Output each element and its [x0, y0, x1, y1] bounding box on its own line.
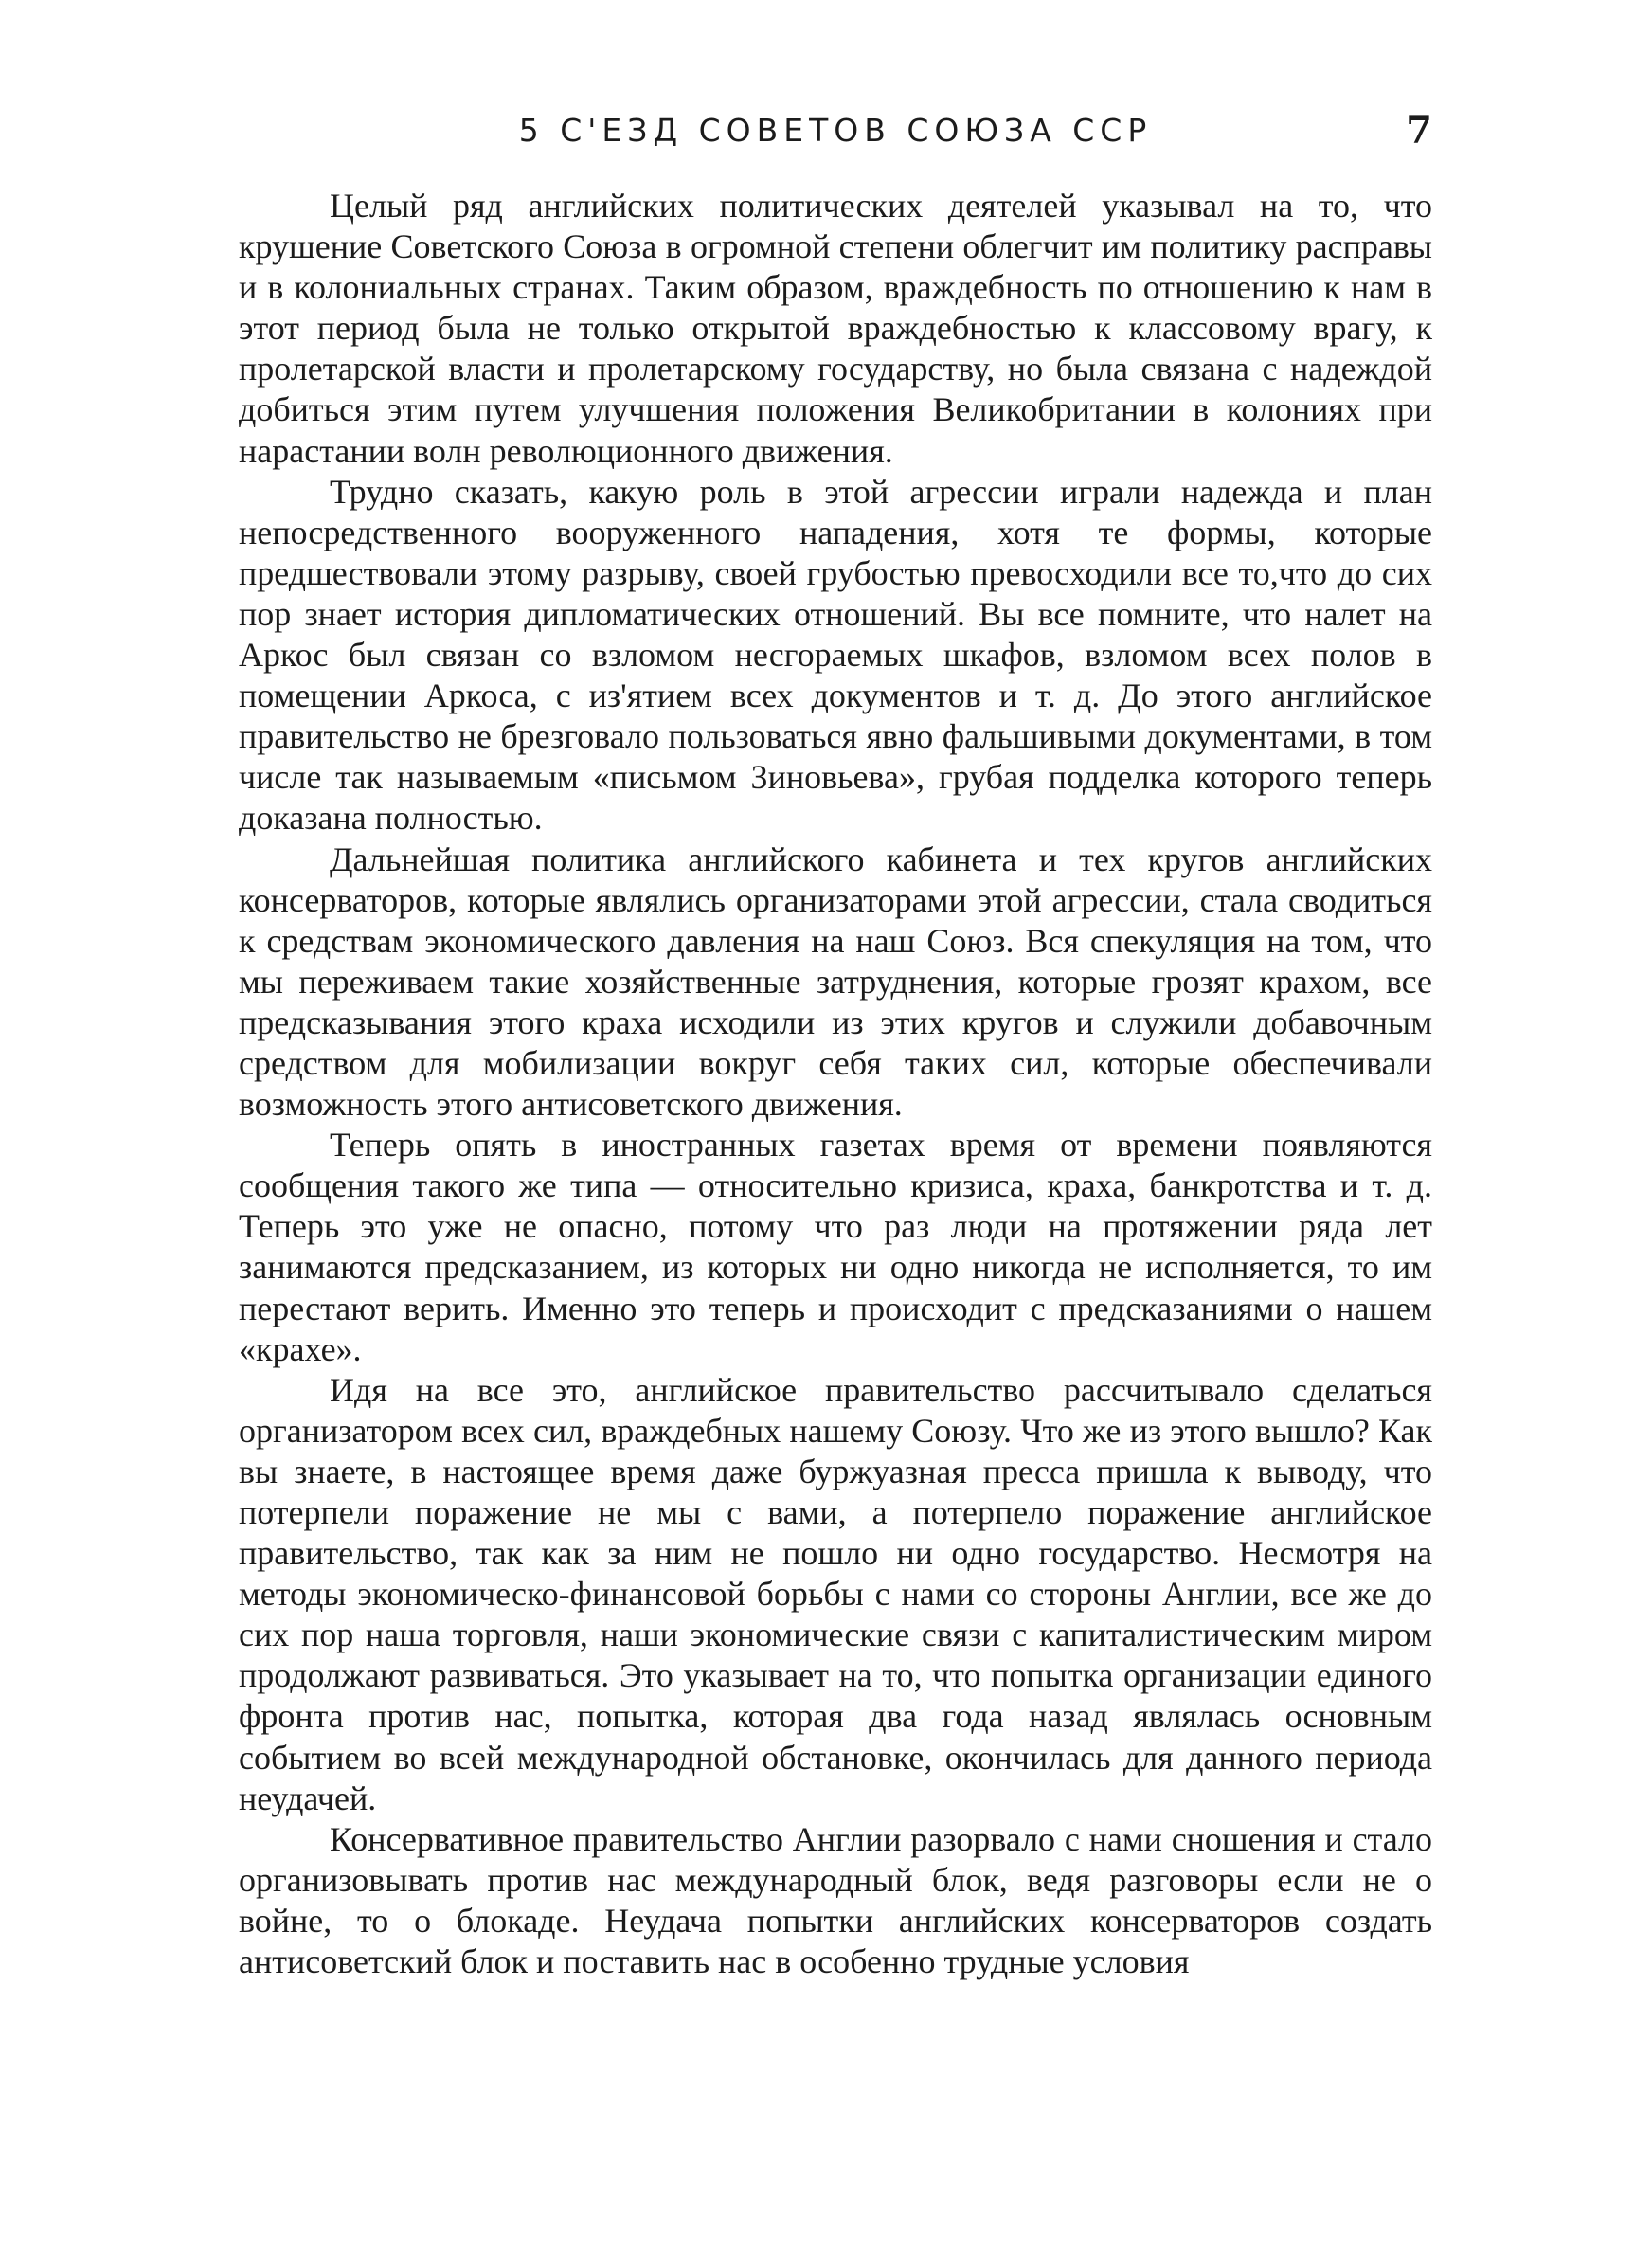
paragraph: Идя на все это, английское правительство рассчитывало сделаться организатором всех сил, враждебных нашему Союзу. Что же из этого вышло? Как вы знаете, в настоящее время даже буржуазная пресса пришла к выводу, что потерпели поражение не мы с вами, а потерпело поражение английское правительство, так как за ним не пошло ни одно государство. Несмотря на методы экономическо-финансовой борьбы с нами со стороны Англии, все же до сих пор наша торговля, наши экономические связи с капиталистическим миром продолжают развиваться. Это указывает на то, что попытка организации единого фронта против нас, попытка, которая два года назад являлась основным событием во всей международной обстановке, окончилась для данного периода неудачей.	[239, 1370, 1432, 1817]
paragraph: Целый ряд английских политических деятелей указывал на то, что крушение Советского Союза в огромной степени облегчит им политику расправы и в колониальных странах. Таким образом, враждебность по отношению к нам в этот период была не только открытой враждебностью к классовому врагу, к пролетарской власти и пролетарскому государству, но была связана с надеждой добиться этим путем улучшения положения Великобритании в колониях при нарастании волн революционного движения.	[239, 187, 1432, 470]
body-text	[239, 186, 1432, 1982]
paragraph: Дальнейшая политика английского кабинета и тех кругов английских консерваторов, которые являлись организаторами этой агрессии, стала сводиться к средствам экономического давления на наш Союз. Вся спекуляция на том, что мы переживаем такие хозяйственные затруднения, которые грозят крахом, все предсказывания этого краха исходили из этих кругов и служили добавочным средством для мобилизации вокруг себя таких сил, которые обеспечивали возможность этого антисоветского движения.	[239, 840, 1432, 1124]
page-number: 7	[1406, 108, 1432, 153]
paragraph: Консервативное правительство Англии разорвало с нами сношения и стало организовывать против нас международный блок, ведя разговоры если не о войне, то о блокаде. Неудача попытки английских консерваторов создать антисоветский блок и поставить нас в особенно трудные условия	[239, 1819, 1432, 1981]
running-title: 5 С'ЕЗД СОВЕТОВ СОЮЗА ССР	[518, 112, 1153, 149]
paragraph: Трудно сказать, какую роль в этой агрессии играли надежда и план непосредственного вооруженного нападения, хотя те формы, которые предшествовали этому разрыву, своей грубостью превосходили все то,что до сих пор знает история дипломатических отношений. Вы все помните, что налет на Аркос был связан со взломом несгораемых шкафов, взломом всех полов в помещении Аркоса, с из'ятием всех документов и т. д. До этого английское правительство не брезговало пользоваться явно фальшивыми документами, в том числе так называемым «письмом Зиновьева», грубая подделка которого теперь доказана полностью.	[239, 472, 1432, 838]
paragraph: Теперь опять в иностранных газетах время от времени появляются сообщения такого же типа — относительно кризиса, краха, банкротства и т. д. Теперь это уже не опасно, потому что раз люди на протяжении ряда лет занимаются предсказанием, из которых ни одно никогда не исполняется, то им перестают верить. Именно это теперь и происходит с предсказаниями о нашем «крахе».	[239, 1126, 1432, 1368]
running-head	[239, 108, 1432, 165]
